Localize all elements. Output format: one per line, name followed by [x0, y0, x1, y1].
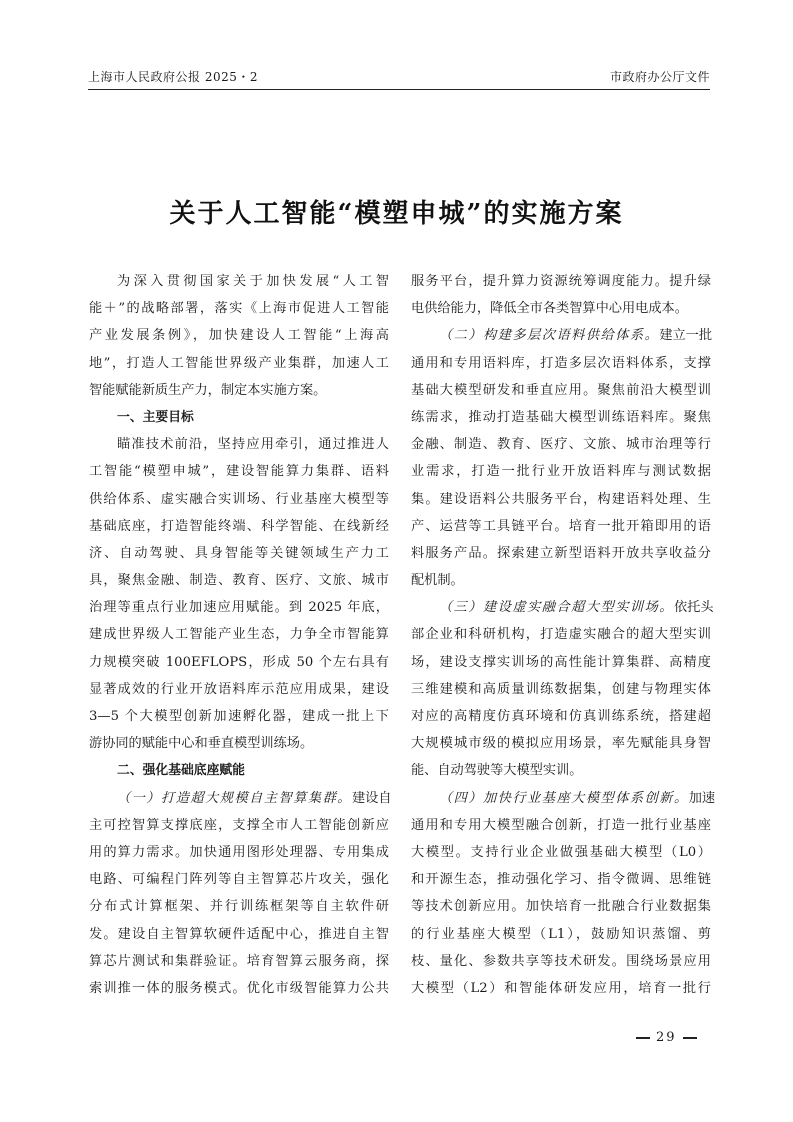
- subsection-title: （四）加快行业基座大模型体系创新。: [439, 790, 689, 806]
- line-text: 显著成效的行业开放语料库示范应用成果，建设: [89, 681, 389, 697]
- text-line: [411, 268, 711, 295]
- paragraph-last-line: [89, 377, 389, 404]
- text-line: [89, 921, 389, 948]
- line-text: 大规模城市级的模拟应用场景，率先赋能具身智: [411, 736, 711, 752]
- line-text: 大模型（L2）和智能体研发应用，培育一批行: [411, 980, 711, 996]
- paragraph-last-line: [411, 295, 711, 322]
- line-text: 能、自动驾驶等大模型实训。: [411, 763, 583, 779]
- paragraph-last-line: [89, 730, 389, 757]
- line-text: 通用和专用语料库，打造多层次语料体系，支撑: [411, 355, 711, 371]
- line-text: 发。建设自主智算软硬件适配中心，推进自主智: [89, 926, 389, 942]
- text-line: [411, 621, 711, 648]
- right-column: [411, 268, 716, 1002]
- section-name: 市政府办公厅文件: [609, 70, 710, 84]
- text-line: [89, 594, 389, 621]
- text-line: [411, 649, 711, 676]
- publication-name: 上海市人民政府公报 2025・2: [88, 70, 258, 84]
- subsection-first-line: [411, 594, 714, 621]
- text-line: [411, 730, 711, 757]
- line-text: 基础大模型研发和垂直应用。聚焦前沿大模型训: [411, 382, 711, 398]
- line-text: 业需求，打造一批行业开放语料库与测试数据: [411, 464, 711, 480]
- text-line: [411, 866, 711, 893]
- text-line: [411, 377, 711, 404]
- text-line: [89, 513, 389, 540]
- line-text: 料服务产品。探索建立新型语料开放共享收益分: [411, 545, 711, 561]
- text-line: [89, 975, 389, 1002]
- text-line: [411, 540, 711, 567]
- line-text: 的行业基座大模型（L1），鼓励知识蒸馏、剪: [411, 926, 711, 942]
- paragraph-first-line: [89, 431, 389, 458]
- line-text: 基础底座，打造智能终端、科学智能、在线新经: [89, 518, 389, 534]
- text-line: [89, 621, 389, 648]
- line-text: 等技术创新应用。加快培育一批融合行业数据集: [411, 899, 711, 915]
- line-text: 游协同的赋能中心和垂直模型训练场。: [89, 736, 314, 752]
- text-line: [411, 404, 711, 431]
- line-text: 二、强化基础底座赋能: [117, 763, 245, 779]
- line-text: 为深入贯彻国家关于加快发展“人工智: [117, 274, 389, 289]
- line-text: 主可控智算支撑底座，支撑全市人工智能创新应: [89, 817, 389, 833]
- text-line: [89, 948, 389, 975]
- line-text: 建设自: [352, 790, 392, 806]
- text-line: [89, 893, 389, 920]
- text-line: [411, 676, 711, 703]
- text-line: [89, 540, 389, 567]
- line-text: 枝、量化、参数共享等技术研发。围绕场景应用: [411, 953, 711, 969]
- text-line: [411, 921, 711, 948]
- line-text: 电路、可编程门阵列等自主智算芯片攻关，强化: [89, 872, 389, 888]
- line-text: 智能赋能新质生产力，制定本实施方案。: [89, 382, 327, 398]
- line-text: 和开源生态，推动强化学习、指令微调、思维链: [411, 872, 711, 888]
- section-heading: [89, 757, 389, 784]
- line-text: 练需求，推动打造基础大模型训练语料库。聚焦: [411, 409, 711, 425]
- text-line: [89, 839, 389, 866]
- line-text: 索训推一体的服务模式。优化市级智能算力公共: [89, 980, 389, 996]
- text-line: [89, 866, 389, 893]
- line-text: 能＋”的战略部署，落实《上海市促进人工智能: [89, 301, 389, 317]
- text-line: [89, 703, 389, 730]
- text-line: [411, 703, 711, 730]
- text-line: [89, 567, 389, 594]
- line-text: 建成世界级人工智能产业生态，力争全市智能算: [89, 627, 389, 643]
- text-line: [411, 431, 711, 458]
- page-dash-right: [683, 1037, 697, 1039]
- line-text: 供给体系、虚实融合实训场、行业基座大模型等: [89, 491, 389, 507]
- line-text: 集。建设语料公共服务平台，构建语料处理、生: [411, 491, 711, 507]
- section-heading: [89, 404, 389, 431]
- paragraph-last-line: [411, 567, 711, 594]
- line-text: 产、运营等工具链平台。培育一批开箱即用的语: [411, 518, 711, 534]
- text-line: [89, 676, 389, 703]
- paragraph-last-line: [411, 757, 711, 784]
- line-text: 济、自动驾驶、具身智能等关键领域生产力工: [89, 545, 389, 561]
- line-text: 依托头: [674, 600, 714, 616]
- text-line: [89, 458, 389, 485]
- line-text: 工智能“模塑申城”，建设智能算力集群、语料: [89, 464, 389, 480]
- subsection-title: （一）打造超大规模自主智算集群。: [117, 790, 352, 806]
- text-line: [411, 948, 711, 975]
- line-text: 场，建设支撑实训场的高性能计算集群、高精度: [411, 654, 711, 670]
- text-line: [411, 975, 711, 1002]
- text-line: [411, 350, 711, 377]
- document-title: 关于人工智能“模塑申城”的实施方案: [169, 199, 624, 229]
- line-text: 具，聚焦金融、制造、教育、医疗、文旅、城市: [89, 573, 389, 589]
- text-line: [89, 295, 389, 322]
- text-line: [89, 350, 389, 377]
- line-text: 配机制。: [411, 573, 464, 589]
- line-text: 地”，打造人工智能世界级产业集群，加速人工: [89, 355, 389, 371]
- line-text: 电供给能力，降低全市各类智算中心用电成本。: [411, 301, 688, 317]
- text-line: [89, 486, 389, 513]
- left-column: [89, 268, 392, 1002]
- text-line: [411, 486, 711, 513]
- line-text: 大模型。支持行业企业做强基础大模型（L0）: [411, 844, 711, 860]
- page-dash-left: [636, 1037, 650, 1039]
- line-text: 用的算力需求。加快通用图形处理器、专用集成: [89, 844, 389, 860]
- line-text: 服务平台，提升算力资源统筹调度能力。提升绿: [411, 274, 711, 289]
- line-text: 加速: [688, 790, 716, 806]
- text-line: [411, 812, 711, 839]
- text-line: [411, 513, 711, 540]
- text-line: [411, 458, 711, 485]
- subsection-first-line: [89, 785, 392, 812]
- text-line: [89, 322, 389, 349]
- line-text: 瞄准技术前沿，坚持应用牵引，通过推进人: [117, 437, 389, 453]
- paragraph-first-line: [89, 268, 389, 295]
- line-text: 部企业和科研机构，打造虚实融合的超大型实训: [411, 627, 711, 643]
- line-text: 算芯片测试和集群验证。培育智算云服务商，探: [89, 953, 389, 969]
- text-line: [89, 649, 389, 676]
- line-text: 建立一批: [659, 328, 713, 344]
- line-text: 产业发展条例》，加快建设人工智能“上海高: [89, 328, 389, 344]
- line-text: 金融、制造、教育、医疗、文旅、城市治理等行: [411, 437, 711, 453]
- text-line: [411, 893, 711, 920]
- line-text: 对应的高精度仿真环境和仿真训练系统，搭建超: [411, 709, 711, 724]
- text-line: [89, 812, 389, 839]
- subsection-title: （二）构建多层次语料供给体系。: [439, 328, 660, 344]
- page-number: 29: [656, 1030, 677, 1045]
- line-text: 三维建模和高质量训练数据集，创建与物理实体: [411, 681, 711, 697]
- line-text: 力规模突破 100EFLOPS，形成 50 个左右具有: [89, 654, 389, 670]
- subsection-title: （三）建设虚实融合超大型实训场。: [439, 600, 674, 616]
- line-text: 3—5 个大模型创新加速孵化器，建成一批上下: [89, 709, 389, 724]
- text-line: [411, 839, 711, 866]
- header-divider: [88, 89, 710, 90]
- line-text: 分布式计算框架、并行训练框架等自主软件研: [89, 899, 389, 915]
- page-footer: [630, 1030, 703, 1045]
- line-text: 一、主要目标: [117, 409, 194, 425]
- subsection-first-line: [411, 785, 716, 812]
- subsection-first-line: [411, 322, 711, 349]
- line-text: 通用和专用大模型融合创新，打造一批行业基座: [411, 817, 711, 833]
- line-text: 治理等重点行业加速应用赋能。到 2025 年底，: [89, 600, 389, 616]
